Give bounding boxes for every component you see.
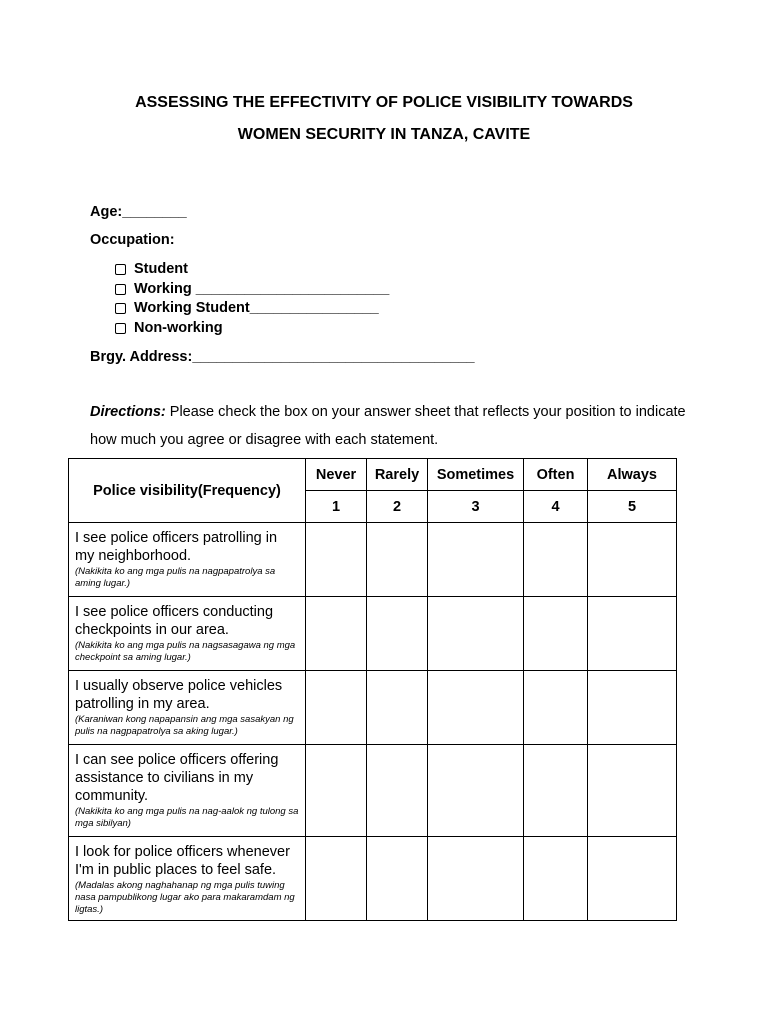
scale-number-1: 1 bbox=[306, 491, 367, 523]
checkbox-icon[interactable] bbox=[115, 303, 126, 314]
scale-label-sometimes: Sometimes bbox=[428, 459, 524, 491]
rating-cell-2[interactable] bbox=[367, 745, 428, 837]
directions-text: Please check the box on your answer sheet that reflects your position to indicate how much you agree or disagree with each statement. bbox=[90, 404, 686, 448]
rating-cell-1[interactable] bbox=[306, 523, 367, 597]
checkbox-icon[interactable] bbox=[115, 264, 126, 275]
statement-english: I look for police officers whenever I'm in public places to feel safe. bbox=[75, 844, 290, 878]
table-row bbox=[69, 597, 677, 671]
statement-tagalog: (Nakikita ko ang mga pulis na nag-aalok ng tulong sa mga sibilyan) bbox=[75, 806, 299, 829]
checkbox-icon[interactable] bbox=[115, 323, 126, 334]
scale-number-4: 4 bbox=[524, 491, 588, 523]
statement-english: I can see police officers offering assistance to civilians in my community. bbox=[75, 752, 279, 804]
statement-tagalog: (Nakikita ko ang mga pulis na nagpapatrolya sa aming lugar.) bbox=[75, 566, 276, 589]
occupation-option-label: Non-working bbox=[134, 320, 223, 336]
rating-cell-2[interactable] bbox=[367, 523, 428, 597]
scale-label-often: Often bbox=[524, 459, 588, 491]
rating-cell-4[interactable] bbox=[524, 837, 588, 921]
rating-cell-5[interactable] bbox=[588, 837, 677, 921]
rating-cell-3[interactable] bbox=[428, 837, 524, 921]
statement-english: I see police officers patrolling in my neighborhood. bbox=[75, 530, 278, 564]
statement-cell bbox=[69, 523, 306, 597]
scale-number-3: 3 bbox=[428, 491, 524, 523]
scale-number-5: 5 bbox=[588, 491, 677, 523]
statement-cell bbox=[69, 745, 306, 837]
table-header-row bbox=[69, 459, 677, 491]
statement-tagalog: (Karaniwan kong napapansin ang mga sasakyan ng pulis na nagpapatrolya sa aking lugar.) bbox=[75, 714, 294, 737]
scale-label-rarely: Rarely bbox=[367, 459, 428, 491]
rating-cell-1[interactable] bbox=[306, 837, 367, 921]
occupation-option-label: Student bbox=[134, 261, 188, 277]
statement-cell bbox=[69, 597, 306, 671]
occupation-option-working[interactable] bbox=[115, 281, 389, 297]
document-title-line-2: WOMEN SECURITY IN TANZA, CAVITE bbox=[237, 126, 531, 143]
statement-tagalog: (Madalas akong naghahanap ng mga pulis tuwing nasa pampublikong lugar ako para makaramdam ng ligtas.) bbox=[75, 880, 295, 915]
checkbox-icon[interactable] bbox=[115, 284, 126, 295]
rating-cell-3[interactable] bbox=[428, 745, 524, 837]
statement-cell bbox=[69, 837, 306, 921]
statement-tagalog: (Nakikita ko ang mga pulis na nagsasagawa ng mga checkpoint sa aming lugar.) bbox=[75, 640, 296, 663]
statement-cell bbox=[69, 671, 306, 745]
frequency-rating-table bbox=[68, 458, 677, 921]
occupation-option-label: Working Student________________ bbox=[134, 300, 379, 316]
age-field[interactable]: Age:________ bbox=[90, 204, 187, 220]
occupation-option-non-working[interactable] bbox=[115, 320, 223, 336]
rating-cell-4[interactable] bbox=[524, 745, 588, 837]
scale-label-always: Always bbox=[588, 459, 677, 491]
rating-cell-4[interactable] bbox=[524, 671, 588, 745]
rating-cell-2[interactable] bbox=[367, 597, 428, 671]
rating-cell-3[interactable] bbox=[428, 671, 524, 745]
rating-cell-3[interactable] bbox=[428, 523, 524, 597]
rating-cell-5[interactable] bbox=[588, 523, 677, 597]
table-row bbox=[69, 745, 677, 837]
occupation-label: Occupation: bbox=[90, 232, 175, 248]
occupation-option-working-student[interactable] bbox=[115, 300, 379, 316]
occupation-option-label: Working ________________________ bbox=[134, 281, 390, 297]
scale-number-2: 2 bbox=[367, 491, 428, 523]
table-row bbox=[69, 523, 677, 597]
rating-cell-1[interactable] bbox=[306, 745, 367, 837]
directions-paragraph bbox=[90, 398, 690, 454]
rating-cell-4[interactable] bbox=[524, 523, 588, 597]
rating-cell-4[interactable] bbox=[524, 597, 588, 671]
occupation-option-student[interactable] bbox=[115, 261, 188, 277]
directions-lead: Directions: bbox=[90, 404, 166, 420]
rating-cell-5[interactable] bbox=[588, 745, 677, 837]
brgy-address-field[interactable]: Brgy. Address:___________________________________ bbox=[90, 349, 475, 365]
police-visibility-header: Police visibility(Frequency) bbox=[69, 459, 306, 523]
document-title-line-1: ASSESSING THE EFFECTIVITY OF POLICE VISIBILITY TOWARDS bbox=[135, 94, 633, 111]
statement-english: I usually observe police vehicles patrolling in my area. bbox=[75, 678, 283, 712]
rating-cell-2[interactable] bbox=[367, 671, 428, 745]
table-row bbox=[69, 671, 677, 745]
scale-label-never: Never bbox=[306, 459, 367, 491]
rating-cell-1[interactable] bbox=[306, 671, 367, 745]
rating-cell-1[interactable] bbox=[306, 597, 367, 671]
statement-english: I see police officers conducting checkpoints in our area. bbox=[75, 604, 274, 638]
rating-cell-5[interactable] bbox=[588, 671, 677, 745]
table-row bbox=[69, 837, 677, 921]
rating-cell-5[interactable] bbox=[588, 597, 677, 671]
rating-cell-2[interactable] bbox=[367, 837, 428, 921]
rating-cell-3[interactable] bbox=[428, 597, 524, 671]
